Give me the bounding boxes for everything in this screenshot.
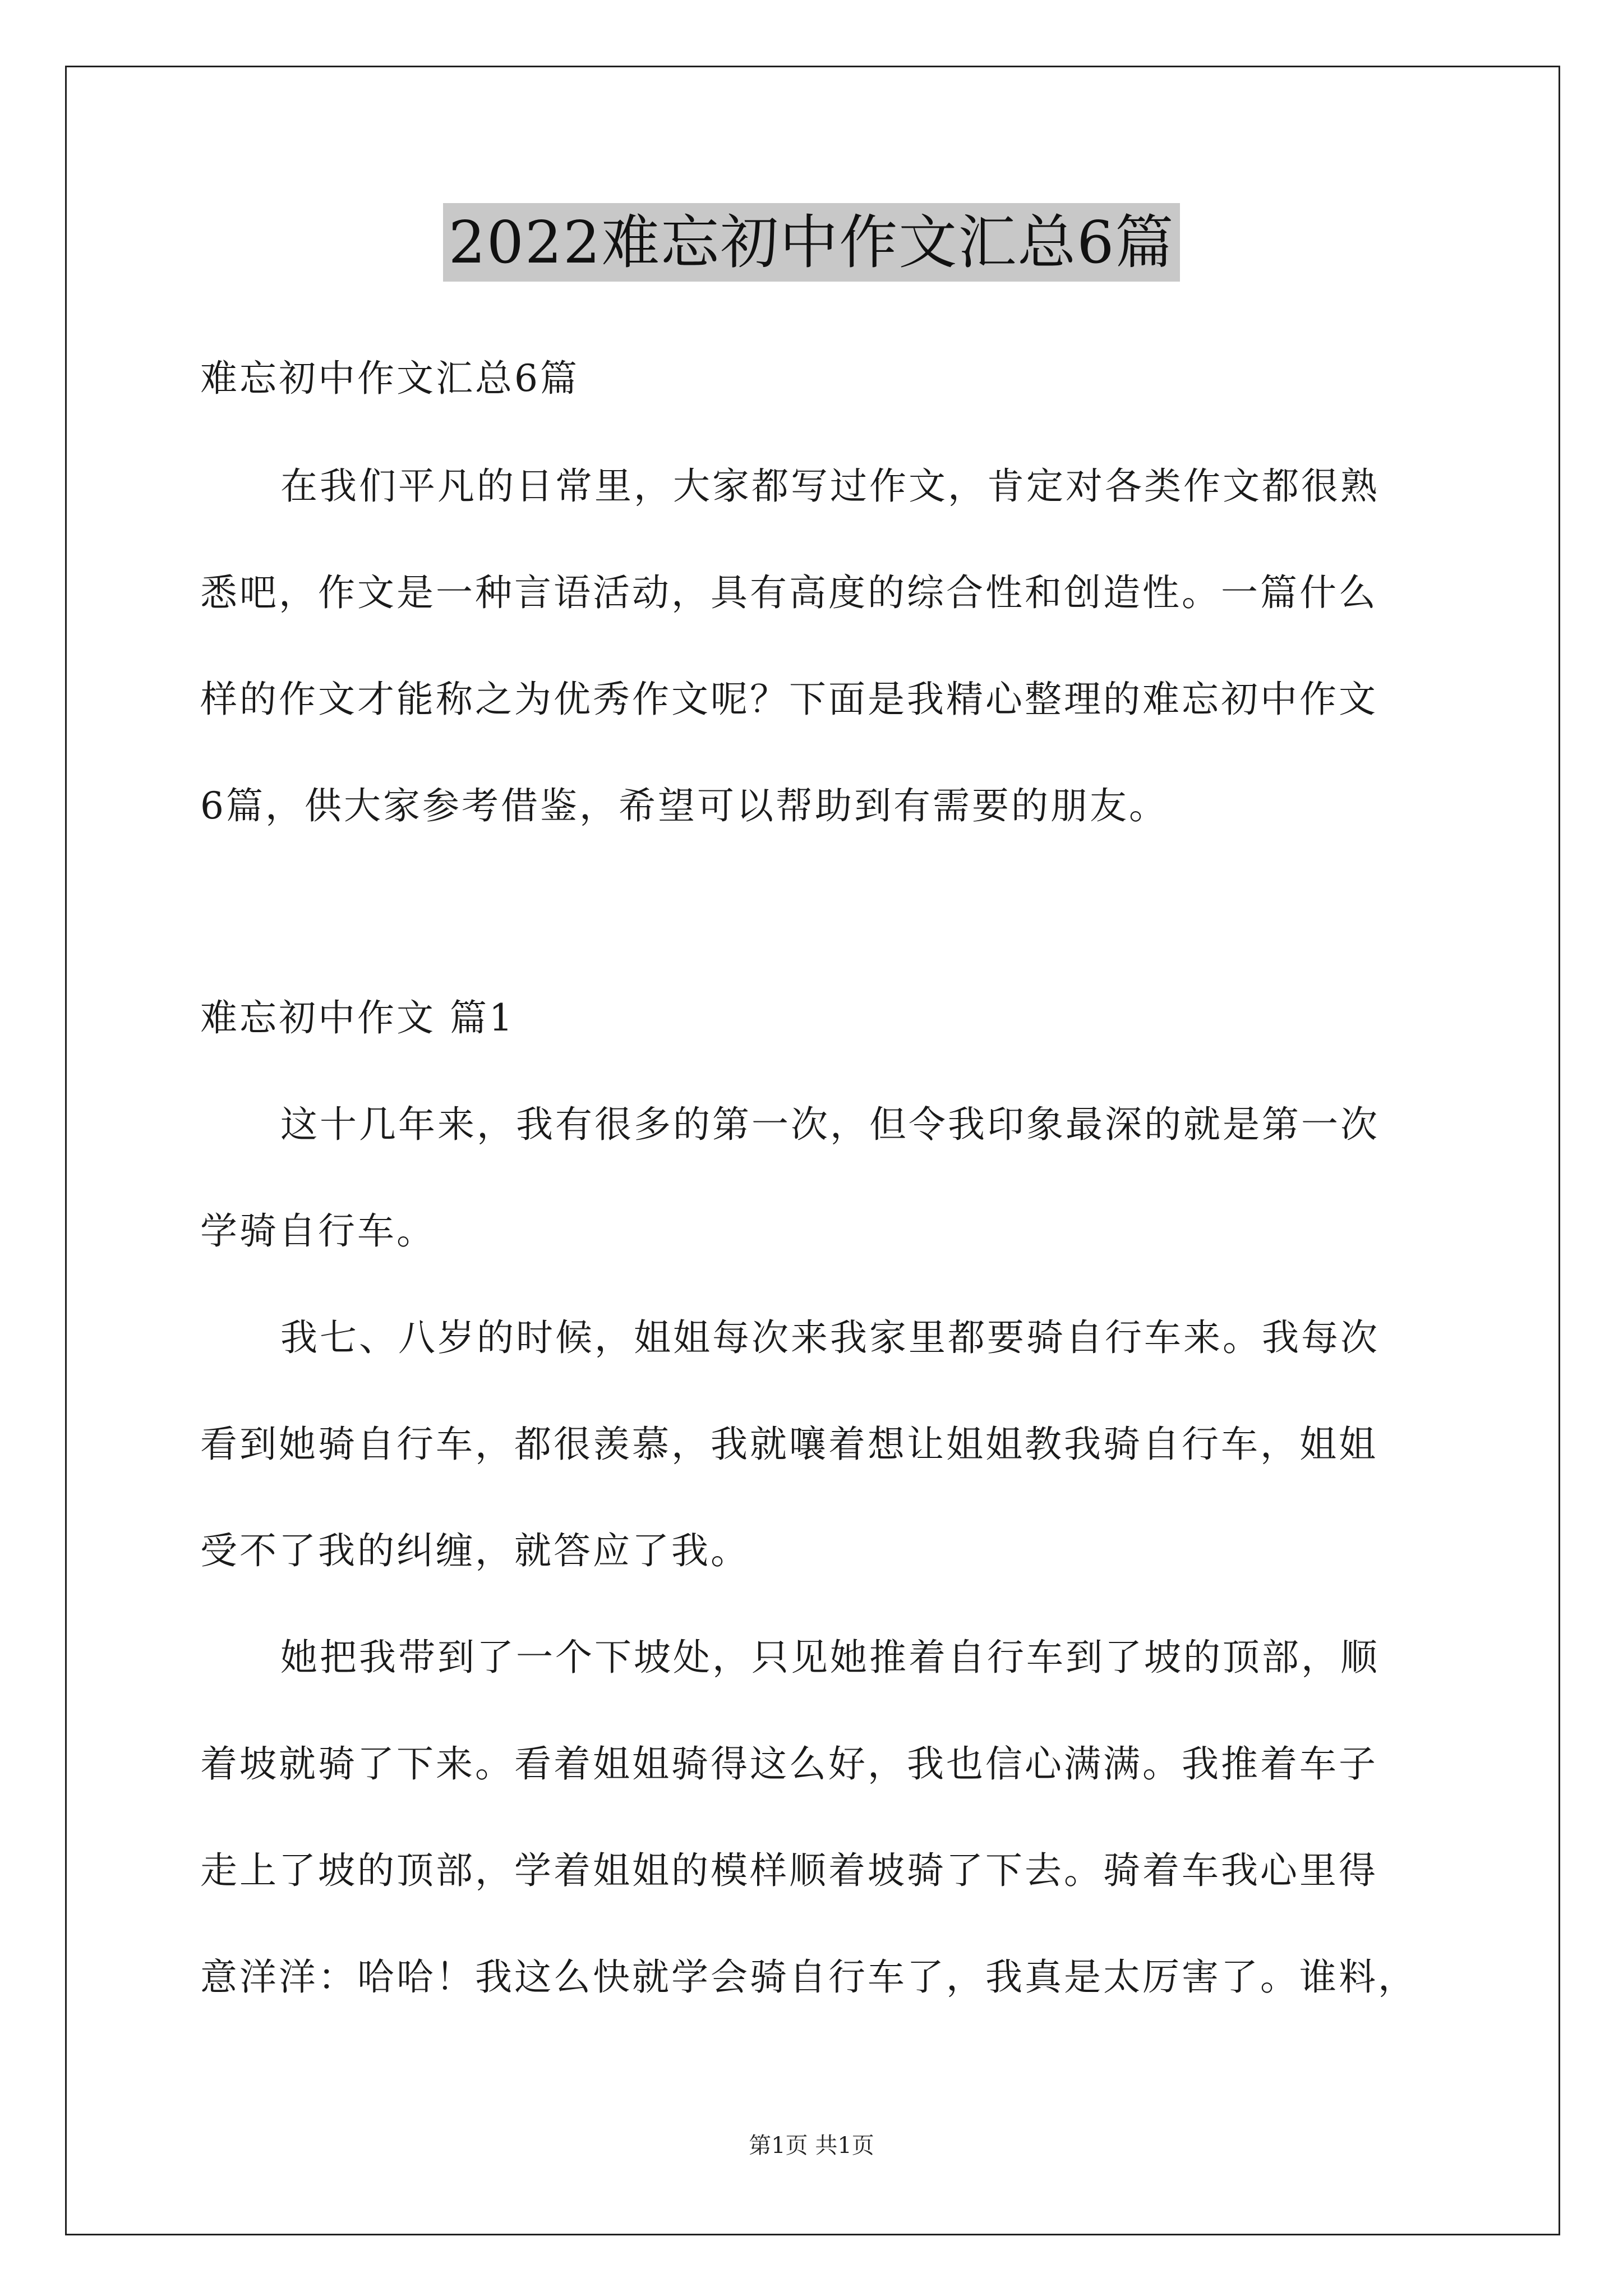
paragraph-line: 6篇，供大家参考借鉴，希望可以帮助到有需要的朋友。 [200, 784, 1168, 827]
document-subtitle: 难忘初中作文汇总6篇 [200, 357, 579, 400]
paragraph-line: 我七、八岁的时候，姐姐每次来我家里都要骑自行车来。我每次 [280, 1316, 1380, 1359]
paragraph-line: 走上了坡的顶部，学着姐姐的模样顺着坡骑了下去。骑着车我心里得 [200, 1849, 1378, 1892]
page-number-footer: 第1页 共1页 [749, 2133, 874, 2159]
paragraph-line: 悉吧，作文是一种言语活动，具有高度的综合性和创造性。一篇什么 [200, 571, 1378, 614]
paragraph-line: 样的作文才能称之为优秀作文呢？下面是我精心整理的难忘初中作文 [200, 678, 1378, 721]
paragraph-line: 着坡就骑了下来。看着姐姐骑得这么好，我也信心满满。我推着车子 [200, 1742, 1378, 1786]
document-title: 2022难忘初中作文汇总6篇 [443, 203, 1181, 282]
paragraph-line: 看到她骑自行车，都很羡慕，我就嚷着想让姐姐教我骑自行车，姐姐 [200, 1423, 1378, 1466]
paragraph-line: 意洋洋：哈哈！我这么快就学会骑自行车了，我真是太厉害了。谁料， [200, 1955, 1417, 1999]
section-heading: 难忘初中作文 篇1 [200, 996, 515, 1039]
paragraph-line: 她把我带到了一个下坡处，只见她推着自行车到了坡的顶部，顺 [280, 1636, 1380, 1679]
paragraph-line: 在我们平凡的日常里，大家都写过作文，肯定对各类作文都很熟 [280, 464, 1380, 508]
paragraph-line: 学骑自行车。 [200, 1209, 436, 1253]
paragraph-line: 受不了我的纠缠，就答应了我。 [200, 1529, 750, 1572]
title-container [0, 203, 1623, 282]
paragraph-line: 这十几年来，我有很多的第一次，但令我印象最深的就是第一次 [280, 1103, 1380, 1146]
